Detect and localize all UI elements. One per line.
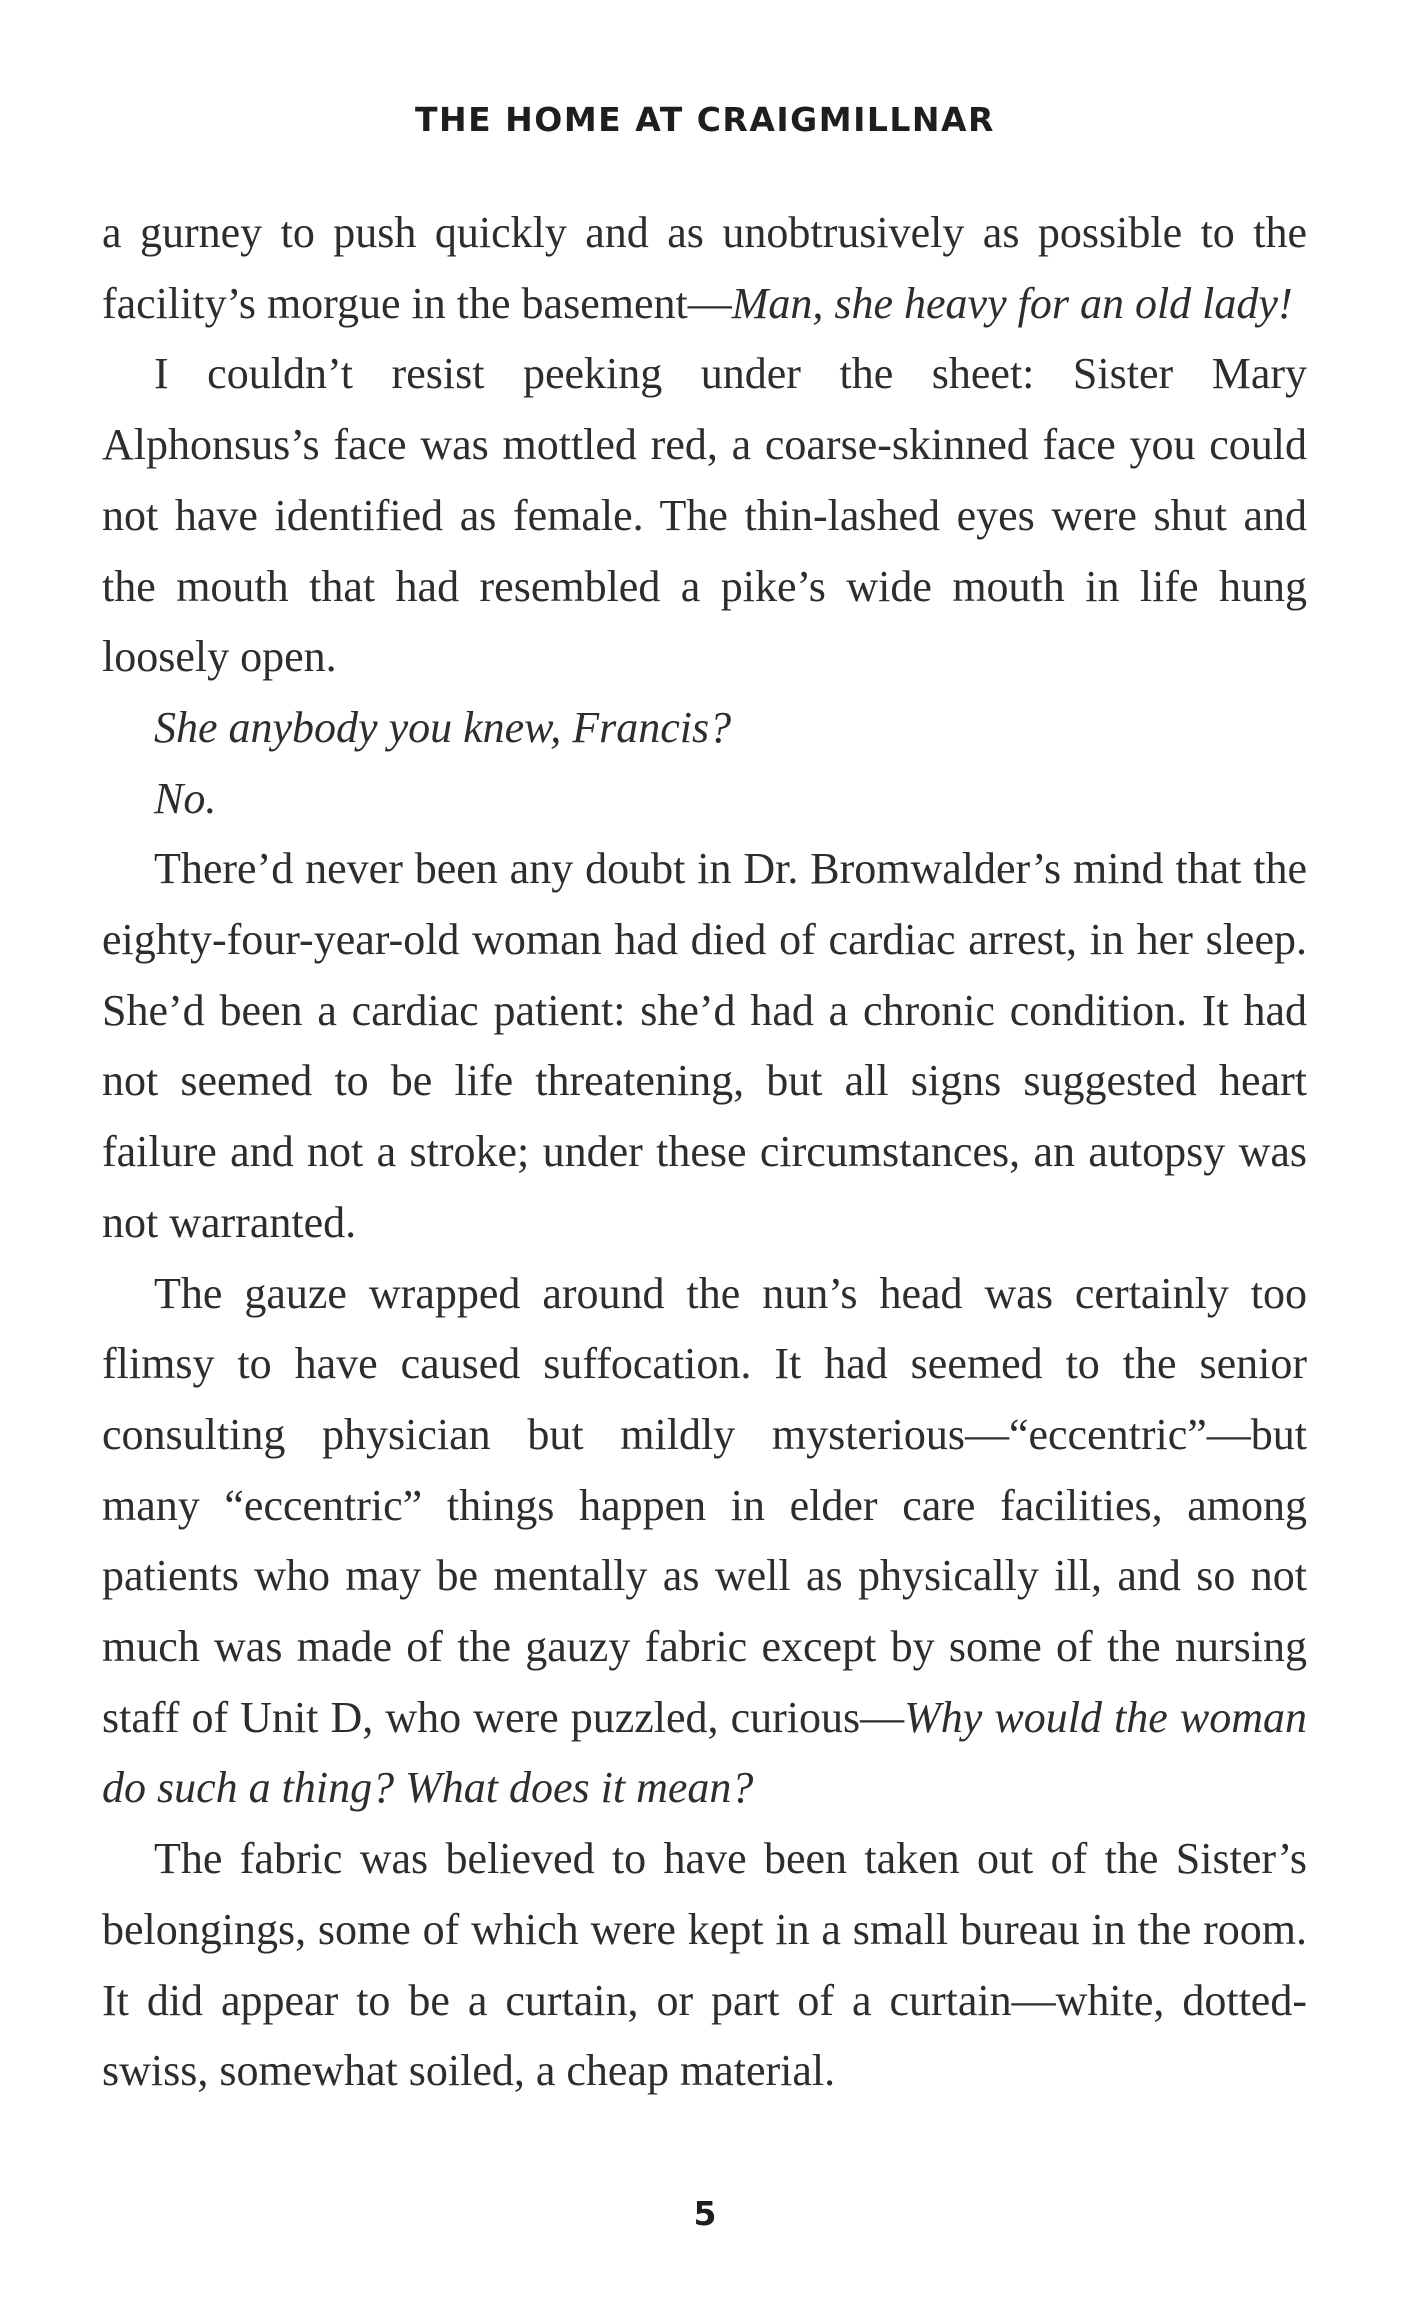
paragraph-7-text: The fabric was believed to have been taken out of the Sister’s belongings, some of which were kept in a small bureau in the room. It did appear to be a curtain, or part of a curtain—white, dotted-swiss, somewhat soiled, a cheap material. (102, 1834, 1307, 2096)
paragraph-1-italic: Man, she heavy for an old lady! (731, 278, 1293, 328)
paragraph-7 (102, 1824, 1307, 2107)
paragraph-1 (102, 198, 1307, 339)
body-text (102, 198, 1307, 2107)
paragraph-6-text: The gauze wrapped around the nun’s head was certainly too flimsy to have caused suffocation. It had seemed to the senior consulting physician but mildly mysterious—“eccentric”—but many “eccentric” things happen in elder care facilities, among patients who may be mentally as well as physically ill, and so not much was made of the gauzy fabric except by some of the nursing staff of Unit D, who were puzzled, curious— (102, 1268, 1307, 1742)
paragraph-5 (102, 834, 1307, 1258)
paragraph-3-italic: She anybody you knew, Francis? (154, 702, 732, 752)
paragraph-1-text: a gurney to push quickly and as unobtrusively as possible to the facility’s morgue in the basement— (102, 208, 1307, 328)
paragraph-5-text: There’d never been any doubt in Dr. Bromwalder’s mind that the eighty-four-year-old woman had died of cardiac arrest, in her sleep. She’d been a cardiac patient: she’d had a chronic condition. It had not seemed to be life threatening, but all signs suggested heart failure and not a stroke; under these circumstances, an autopsy was not warranted. (102, 844, 1307, 1247)
paragraph-2-text: I couldn’t resist peeking under the sheet: Sister Mary Alphonsus’s face was mottled red, a coarse-skinned face you could not have identified as female. The thin-lashed eyes were shut and the mouth that had resembled a pike’s wide mouth in life hung loosely open. (102, 349, 1307, 682)
paragraph-6 (102, 1259, 1307, 1825)
paragraph-2 (102, 339, 1307, 693)
paragraph-3 (102, 693, 1307, 764)
running-head: THE HOME AT CRAIGMILLNAR (415, 100, 995, 139)
paragraph-4-italic: No. (154, 773, 217, 823)
page-number: 5 (693, 2194, 717, 2233)
paragraph-6-italic: Why would the woman do such a thing? What does it mean? (102, 1692, 1307, 1813)
paragraph-4 (102, 764, 1307, 835)
